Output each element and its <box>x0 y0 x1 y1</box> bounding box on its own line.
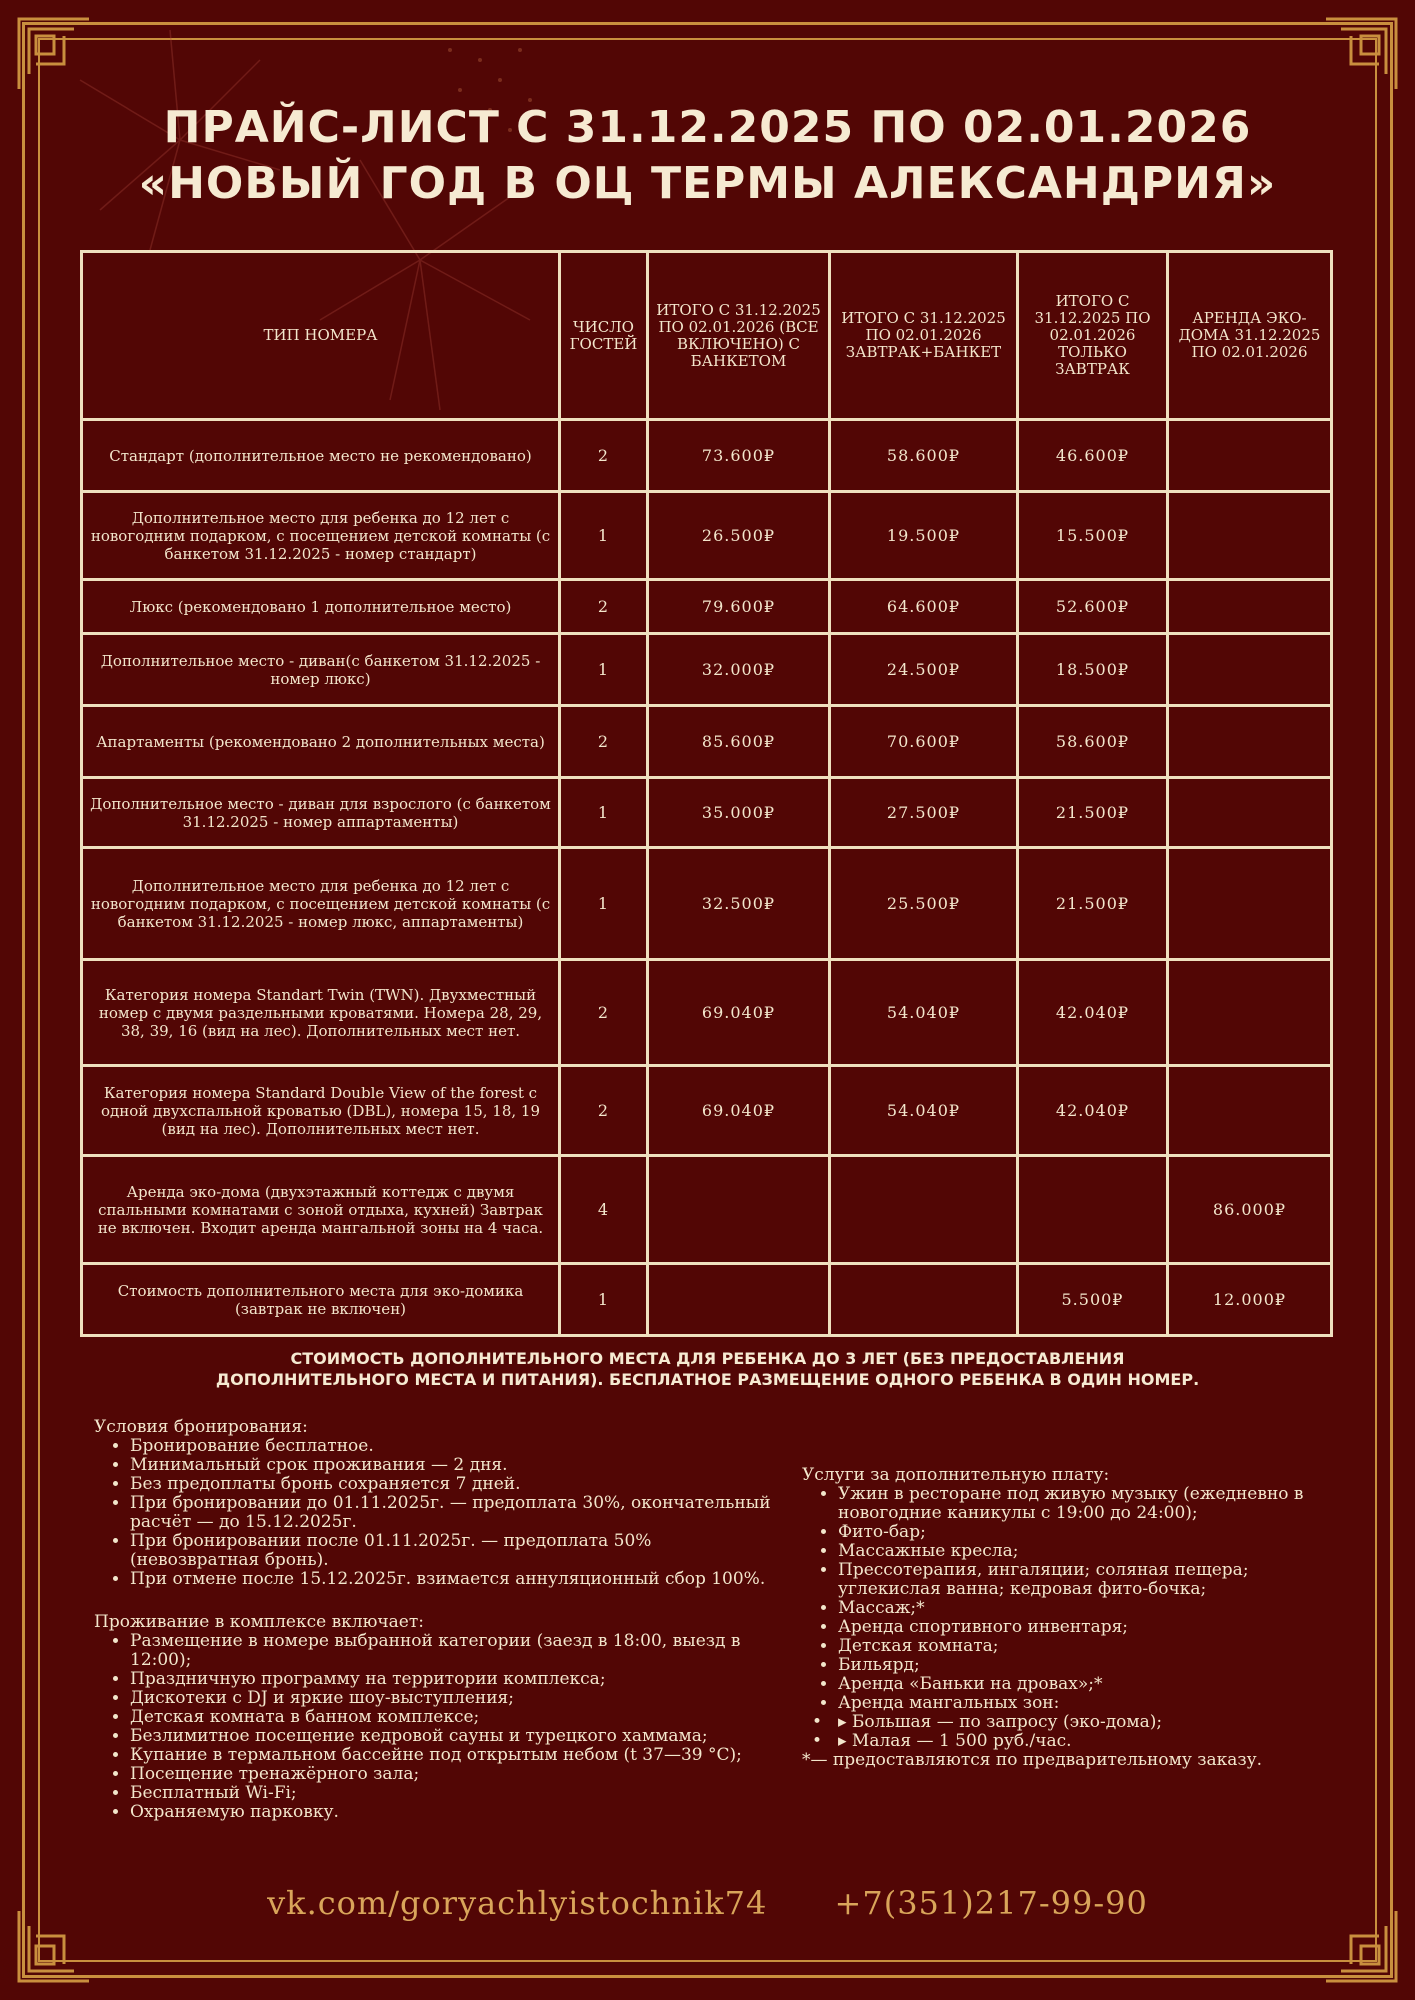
list-item: • Размещение в номере выбранной категории (заезд в 18:00, выезд в 12:00); <box>130 1632 784 1670</box>
list-item: • Аренда мангальных зон: <box>838 1694 1342 1713</box>
price-cell <box>648 1156 830 1264</box>
price-cell: 69.040₽ <box>648 960 830 1066</box>
corner-ornament-icon <box>1321 14 1401 94</box>
services-list <box>802 1485 1342 1713</box>
phone-link[interactable]: +7(351)217-99-90 <box>834 1884 1148 1922</box>
list-item: • ▸ Большая — по запросу (эко-дома); <box>838 1713 1342 1732</box>
list-item: • Без предоплаты бронь сохраняется 7 дней. <box>130 1475 784 1494</box>
title-line-1: ПРАЙС-ЛИСТ С 31.12.2025 ПО 02.01.2026 <box>163 102 1252 153</box>
table-row <box>82 1066 1332 1156</box>
price-cell <box>648 1264 830 1336</box>
price-cell: 79.600₽ <box>648 580 830 634</box>
guests-cell: 2 <box>560 1066 648 1156</box>
room-type-cell: Дополнительное место - диван(с банкетом 31.12.2025 - номер люкс) <box>82 634 560 706</box>
price-cell: 70.600₽ <box>830 706 1018 778</box>
table-row <box>82 580 1332 634</box>
price-cell: 32.000₽ <box>648 634 830 706</box>
guests-cell: 2 <box>560 420 648 492</box>
room-type-cell: Дополнительное место для ребенка до 12 лет с новогодним подарком, с посещением детской комнаты (с банкетом 31.12.2025 - номер люкс, аппартаменты) <box>82 848 560 960</box>
price-cell: 42.040₽ <box>1018 1066 1168 1156</box>
guests-cell: 1 <box>560 848 648 960</box>
services-column <box>802 1466 1342 1770</box>
list-item: • При бронировании до 01.11.2025г. — предоплата 30%, окончательный расчёт — до 15.12.2025г. <box>130 1494 784 1532</box>
table-row <box>82 706 1332 778</box>
price-cell: 54.040₽ <box>830 960 1018 1066</box>
price-cell: 46.600₽ <box>1018 420 1168 492</box>
column-header: ИТОГО С 31.12.2025 ПО 02.01.2026 ЗАВТРАК+БАНКЕТ <box>830 252 1018 420</box>
price-cell: 35.000₽ <box>648 778 830 848</box>
column-header: АРЕНДА ЭКО-ДОМА 31.12.2025 ПО 02.01.2026 <box>1168 252 1332 420</box>
guests-cell: 1 <box>560 492 648 580</box>
list-item: • Фито-бар; <box>838 1523 1342 1542</box>
includes-heading: Проживание в комплексе включает: <box>94 1612 424 1632</box>
price-cell: 26.500₽ <box>648 492 830 580</box>
price-cell: 64.600₽ <box>830 580 1018 634</box>
column-header: ЧИСЛО ГОСТЕЙ <box>560 252 648 420</box>
grill-zones-list <box>802 1713 1342 1751</box>
price-cell: 21.500₽ <box>1018 778 1168 848</box>
price-cell: 12.000₽ <box>1168 1264 1332 1336</box>
table-row <box>82 420 1332 492</box>
column-header: ТИП НОМЕРА <box>82 252 560 420</box>
list-item: • Дискотеки с DJ и яркие шоу-выступления; <box>130 1689 784 1708</box>
vk-link[interactable]: vk.com/goryachlyistochnik74 <box>267 1884 768 1922</box>
table-row <box>82 848 1332 960</box>
price-cell: 25.500₽ <box>830 848 1018 960</box>
list-item: • Детская комната; <box>838 1637 1342 1656</box>
child-note <box>0 1348 1415 1390</box>
price-cell <box>1168 706 1332 778</box>
list-item: • Массаж;* <box>838 1599 1342 1618</box>
contacts-footer <box>0 1884 1415 1922</box>
list-item: • ▸ Малая — 1 500 руб./час. <box>838 1732 1342 1751</box>
title-line-2: «НОВЫЙ ГОД В ОЦ ТЕРМЫ АЛЕКСАНДРИЯ» <box>138 158 1277 209</box>
guests-cell: 2 <box>560 706 648 778</box>
price-cell: 54.040₽ <box>830 1066 1018 1156</box>
list-item: • Детская комната в банном комплексе; <box>130 1708 784 1727</box>
list-item: • При бронировании после 01.11.2025г. — предоплата 50% (невозвратная бронь). <box>130 1532 784 1570</box>
price-cell <box>830 1156 1018 1264</box>
room-type-cell: Люкс (рекомендовано 1 дополнительное место) <box>82 580 560 634</box>
price-cell: 21.500₽ <box>1018 848 1168 960</box>
price-cell <box>1168 492 1332 580</box>
list-item: • Бильярд; <box>838 1656 1342 1675</box>
list-item: • Минимальный срок проживания — 2 дня. <box>130 1456 784 1475</box>
price-cell <box>1168 580 1332 634</box>
list-item: • Бесплатный Wi-Fi; <box>130 1784 784 1803</box>
booking-heading: Условия бронирования: <box>94 1417 308 1437</box>
list-item: • Охраняемую парковку. <box>130 1803 784 1822</box>
note-line-2: ДОПОЛНИТЕЛЬНОГО МЕСТА И ПИТАНИЯ). БЕСПЛАТНОЕ РАЗМЕЩЕНИЕ ОДНОГО РЕБЕНКА В ОДИН НОМЕР. <box>215 1370 1200 1389</box>
price-cell: 86.000₽ <box>1168 1156 1332 1264</box>
page-title <box>0 100 1415 212</box>
price-cell: 15.500₽ <box>1018 492 1168 580</box>
list-item: • Массажные кресла; <box>838 1542 1342 1561</box>
list-item: • Безлимитное посещение кедровой сауны и турецкого хаммама; <box>130 1727 784 1746</box>
price-cell: 19.500₽ <box>830 492 1018 580</box>
guests-cell: 1 <box>560 634 648 706</box>
price-cell: 52.600₽ <box>1018 580 1168 634</box>
price-cell: 24.500₽ <box>830 634 1018 706</box>
room-type-cell: Стоимость дополнительного места для эко-домика (завтрак не включен) <box>82 1264 560 1336</box>
price-cell: 69.040₽ <box>648 1066 830 1156</box>
price-cell: 58.600₽ <box>1018 706 1168 778</box>
guests-cell: 1 <box>560 778 648 848</box>
price-cell <box>1018 1156 1168 1264</box>
guests-cell: 2 <box>560 580 648 634</box>
table-row <box>82 960 1332 1066</box>
table-row <box>82 634 1332 706</box>
guests-cell: 4 <box>560 1156 648 1264</box>
list-item: • Купание в термальном бассейне под открытым небом (t 37—39 °C); <box>130 1746 784 1765</box>
room-type-cell: Дополнительное место для ребенка до 12 лет с новогодним подарком, с посещением детской комнаты (с банкетом 31.12.2025 - номер стандарт) <box>82 492 560 580</box>
room-type-cell: Стандарт (дополнительное место не рекомендовано) <box>82 420 560 492</box>
table-header-row <box>82 252 1332 420</box>
column-header: ИТОГО С 31.12.2025 ПО 02.01.2026 ТОЛЬКО ЗАВТРАК <box>1018 252 1168 420</box>
guests-cell: 1 <box>560 1264 648 1336</box>
list-item: • Бронирование бесплатное. <box>130 1437 784 1456</box>
column-header: ИТОГО С 31.12.2025 ПО 02.01.2026 (ВСЕ ВКЛЮЧЕНО) С БАНКЕТОМ <box>648 252 830 420</box>
room-type-cell: Аренда эко-дома (двухэтажный коттедж с двумя спальными комнатами с зоной отдыха, кухней) Завтрак не включен. Входит аренда мангальной зоны на 4 часа. <box>82 1156 560 1264</box>
price-cell: 85.600₽ <box>648 706 830 778</box>
services-footnote: *— предоставляются по предварительному заказу. <box>802 1750 1263 1770</box>
price-cell: 73.600₽ <box>648 420 830 492</box>
price-cell: 58.600₽ <box>830 420 1018 492</box>
includes-list <box>94 1632 784 1822</box>
list-item: • Посещение тренажёрного зала; <box>130 1765 784 1784</box>
price-cell <box>1168 420 1332 492</box>
price-cell <box>1168 778 1332 848</box>
list-item: • Ужин в ресторане под живую музыку (ежедневно в новогодние каникулы с 19:00 до 24:00); <box>838 1485 1342 1523</box>
list-item: • Прессотерапия, ингаляции; соляная пещера; углекислая ванна; кедровая фито-бочка; <box>838 1561 1342 1599</box>
conditions-column <box>94 1418 784 1822</box>
price-cell <box>1168 848 1332 960</box>
price-cell: 5.500₽ <box>1018 1264 1168 1336</box>
price-cell <box>1168 960 1332 1066</box>
guests-cell: 2 <box>560 960 648 1066</box>
price-cell <box>1168 634 1332 706</box>
note-line-1: СТОИМОСТЬ ДОПОЛНИТЕЛЬНОГО МЕСТА ДЛЯ РЕБЕНКА ДО 3 ЛЕТ (БЕЗ ПРЕДОСТАВЛЕНИЯ <box>290 1349 1125 1368</box>
room-type-cell: Категория номера Standart Twin (TWN). Двухместный номер с двумя раздельными кроватями. Номера 28, 29, 38, 39, 16 (вид на лес). Дополнительных мест нет. <box>82 960 560 1066</box>
services-heading: Услуги за дополнительную плату: <box>802 1465 1110 1485</box>
price-cell: 32.500₽ <box>648 848 830 960</box>
room-type-cell: Категория номера Standard Double View of the forest с одной двухспальной кроватью (DBL), номера 15, 18, 19 (вид на лес). Дополнительных мест нет. <box>82 1066 560 1156</box>
price-cell: 27.500₽ <box>830 778 1018 848</box>
table-row <box>82 1156 1332 1264</box>
price-cell: 18.500₽ <box>1018 634 1168 706</box>
table-row <box>82 778 1332 848</box>
room-type-cell: Апартаменты (рекомендовано 2 дополнительных места) <box>82 706 560 778</box>
list-item: • При отмене после 15.12.2025г. взимается аннуляционный сбор 100%. <box>130 1570 784 1589</box>
booking-list <box>94 1437 784 1589</box>
list-item: • Праздничную программу на территории комплекса; <box>130 1670 784 1689</box>
table-row <box>82 492 1332 580</box>
room-type-cell: Дополнительное место - диван для взрослого (с банкетом 31.12.2025 - номер аппартаменты) <box>82 778 560 848</box>
price-cell <box>830 1264 1018 1336</box>
list-item: • Аренда спортивного инвентаря; <box>838 1618 1342 1637</box>
price-cell <box>1168 1066 1332 1156</box>
price-table <box>80 250 1333 1337</box>
list-item: • Аренда «Баньки на дровах»;* <box>838 1675 1342 1694</box>
price-cell: 42.040₽ <box>1018 960 1168 1066</box>
table-row <box>82 1264 1332 1336</box>
